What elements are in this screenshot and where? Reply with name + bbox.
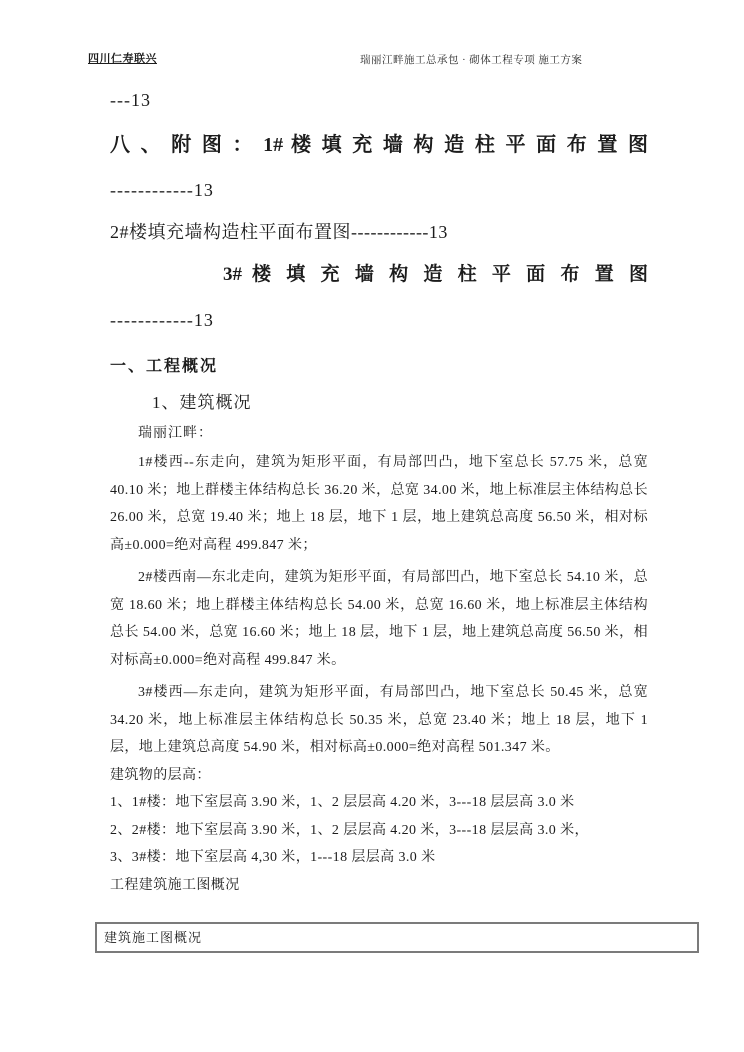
construction-drawing-overview-box bbox=[95, 922, 699, 953]
toc-dash-line-1: ------------13 bbox=[110, 180, 214, 200]
toc-entry-building2: 2#楼填充墙构造柱平面布置图------------13 bbox=[110, 222, 448, 242]
floors-title: 建筑物的层高： bbox=[110, 767, 211, 783]
floor-height-line-3: 3、3#楼：地下室层高 4,30 米，1---18 层层高 3.0 米 bbox=[110, 850, 436, 865]
floor-height-line-2: 2、2#楼：地下室层高 3.90 米，1、2 层层高 4.20 米，3---18 层层高 3.0 米， bbox=[110, 822, 589, 838]
header-company-name: 四川仁寿联兴 bbox=[88, 53, 157, 65]
toc-page-ref-top: ---13 bbox=[110, 90, 151, 110]
section-heading-project-overview: 一、工程概况 bbox=[110, 358, 219, 375]
toc-dash-line-2: ------------13 bbox=[110, 310, 214, 330]
paragraph-building1-spec: 1#楼西--东走向，建筑为矩形平面，有局部凹凸，地下室总长 57.75 米，总宽 40.10 米；地上群楼主体结构总长 36.20 米，总宽 34.00 米，地上标准层主体结构总长 26.00 米，总宽 19.40 米；地上 18 层，地下 1 层，地上建筑总高度 56.50 米，相对标高±0.000=绝对高程 499.847 米； bbox=[110, 455, 648, 553]
drawings-overview-title: 工程建筑施工图概况 bbox=[110, 877, 240, 893]
project-name-intro: 瑞丽江畔： bbox=[138, 426, 213, 441]
document-body bbox=[110, 84, 648, 899]
header-document-title: 瑞丽江畔施工总承包 · 砌体工程专项 施工方案 bbox=[360, 55, 583, 66]
floor-height-line-1: 1、1#楼：地下室层高 3.90 米，1、2 层层高 4.20 米，3---18 层层高 3.0 米 bbox=[110, 795, 575, 810]
section-heading-building-overview: 1、建筑概况 bbox=[152, 393, 252, 412]
toc-appendix-heading: 八 、 附 图 ： 1# 楼 填 充 墙 构 造 柱 平 面 布 置 图 bbox=[110, 134, 648, 156]
construction-drawing-overview-label: 建筑施工图概况 bbox=[104, 930, 203, 945]
paragraph-building2-spec: 2#楼西南—东北走向，建筑为矩形平面，有局部凹凸，地下室总长 54.10 米，总宽 18.60 米；地上群楼主体结构总长 54.00 米，总宽 16.60 米，地上标准层主体结构总长 54.00 米，总宽 16.60 米；地上 18 层，地下 1 层，地上建筑总高度 56.50 米，相对标高±0.000=绝对高程 499.847 米。 bbox=[110, 570, 648, 668]
paragraph-building3-spec: 3#楼西—东走向，建筑为矩形平面，有局部凹凸，地下室总长 50.45 米，总宽 34.20 米，地上标准层主体结构总长 50.35 米，总宽 23.40 米；地上 18 层，地下 1 层，地上建筑总高度 54.90 米，相对标高±0.000=绝对高程 501.347 米。 bbox=[110, 685, 648, 755]
toc-entry-building3: 3# 楼 填 充 墙 构 造 柱 平 面 布 置 图 bbox=[223, 264, 648, 285]
